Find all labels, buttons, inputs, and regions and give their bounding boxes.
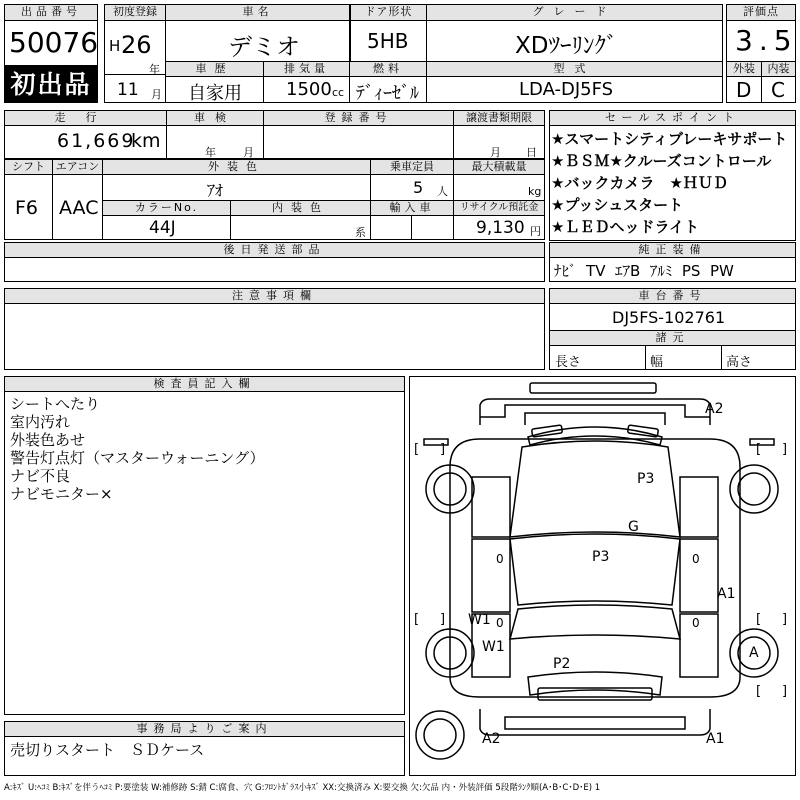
model-code: LDA-DJ5FS <box>519 79 614 100</box>
svg-text:[: [ <box>756 612 762 627</box>
interior-label: 内装 <box>761 61 796 77</box>
inspector-note-item: ナビ不良 <box>10 467 71 485</box>
door-type: 5HB <box>367 29 409 53</box>
svg-text:[: [ <box>414 442 420 457</box>
inspector-notes-cell <box>4 391 405 715</box>
exterior-color-label: 外装色 <box>102 159 371 175</box>
svg-text:]: ] <box>440 612 446 627</box>
mark-rear-bumper-left: A2 <box>482 731 501 747</box>
interior-color-cell <box>230 215 371 240</box>
transfer-deadline-label: 譲渡書類期限 <box>453 110 545 126</box>
mileage: 61,669 <box>57 130 136 152</box>
import-cell-a <box>370 215 412 240</box>
score: 3.5 <box>735 24 798 57</box>
specs-width-label: 幅 <box>650 355 664 370</box>
exterior-color-cell <box>102 174 371 201</box>
office-notice-cell <box>4 736 405 776</box>
sales-point-item: ★バックカメラ ★ＨＵＤ <box>551 174 728 192</box>
sales-point-item: ★スマートシティブレーキサポート <box>551 130 788 148</box>
score-cell <box>726 20 796 62</box>
mileage-cell <box>4 125 167 159</box>
lot-number: 50076 <box>9 26 99 59</box>
max-load-label: 最大積載量 <box>453 159 545 175</box>
mark-front-bumper: A2 <box>705 401 724 417</box>
fuel-label: 燃料 <box>349 61 427 77</box>
svg-text:0: 0 <box>496 616 504 630</box>
displacement-unit: cc <box>332 86 345 99</box>
mark-rear-bumper-right: A1 <box>706 731 725 747</box>
mileage-unit: km <box>131 130 161 152</box>
car-name: デミオ <box>228 33 300 61</box>
damage-diagram <box>409 376 796 776</box>
inspection-month-unit: 月 <box>243 146 254 159</box>
registration-month: 11 <box>117 80 139 100</box>
shift: F6 <box>15 197 39 219</box>
exterior-label: 外装 <box>726 61 762 77</box>
office-notice: 売切りスタート ＳＤケース <box>10 741 205 759</box>
door-type-label: ドア形状 <box>350 4 427 21</box>
mark-roof: P3 <box>592 549 610 565</box>
mark-left-rear-door: W1 <box>468 612 491 628</box>
grade-label: グレード <box>426 4 723 21</box>
car-name-label: 車名 <box>165 4 350 21</box>
shift-cell <box>4 174 53 240</box>
svg-text:0: 0 <box>692 552 700 566</box>
mark-windshield: G <box>628 519 639 535</box>
registration-number-label: 登録番号 <box>263 110 454 126</box>
sales-point-item: ★プッシュスタート <box>551 196 684 214</box>
interior-grade-cell <box>761 76 796 103</box>
mark-right-rear-wheel: A <box>749 645 759 661</box>
later-parts-label: 後日発送部品 <box>4 242 545 258</box>
interior-grade: C <box>771 78 785 102</box>
recycle-label: リサイクル預託金 <box>453 200 545 216</box>
svg-text:0: 0 <box>692 616 700 630</box>
fuel: ﾃﾞｨｰｾﾞﾙ <box>356 83 419 104</box>
color-number: 44J <box>149 218 176 238</box>
registration-number-cell <box>263 125 454 159</box>
inspection-label: 車検 <box>166 110 264 126</box>
interior-color-unit: 系 <box>355 226 366 239</box>
history-label: 車歴 <box>165 61 264 77</box>
mark-trunk: P2 <box>553 656 571 672</box>
lot-number-label: 出品番号 <box>4 4 98 21</box>
inspector-notes-list <box>10 395 265 503</box>
grade-cell <box>426 20 723 62</box>
mileage-label: 走行 <box>4 110 167 126</box>
max-load-unit: kg <box>528 185 542 198</box>
displacement-label: 排気量 <box>263 61 350 77</box>
shift-label: シフト <box>4 159 53 175</box>
car-name-cell <box>165 20 350 62</box>
chassis-number: DJ5FS-102761 <box>612 308 726 327</box>
aircon: AAC <box>59 197 99 219</box>
exterior-grade: D <box>736 78 752 102</box>
color-number-cell <box>102 215 231 240</box>
history: 自家用 <box>188 83 242 104</box>
legend: A:ｷｽﾞ U:ﾍｺﾐ B:ｷｽﾞを伴うﾍｺﾐ P:要塗装 W:補修跡 S:錆 C:腐食、穴 G:ﾌﾛﾝﾄｶﾞﾗｽ小ｷｽﾞ XX:交換済み X:要交換 欠:欠品 内・外装評価 5段階ﾗﾝｸ順(A･B･C･D･E) 1 <box>4 783 601 793</box>
capacity: 5 <box>413 178 424 197</box>
inspector-notes-label: 検査員記入欄 <box>4 376 405 392</box>
first-listing-badge: 初出品 <box>4 66 98 103</box>
chassis-number-label: 車台番号 <box>549 288 796 304</box>
notes-label: 注意事項欄 <box>4 288 545 304</box>
standard-equipment-cell <box>549 257 796 282</box>
score-label: 評価点 <box>726 4 796 21</box>
transfer-day-unit: 日 <box>526 146 537 159</box>
specs-width-cell <box>645 345 722 370</box>
sales-points-cell <box>549 125 796 241</box>
door-type-cell <box>350 20 427 62</box>
inspection-year-unit: 年 <box>205 146 216 159</box>
inspection-cell <box>166 125 264 159</box>
registration-year: 26 <box>121 31 152 59</box>
recycle-fee: 9,130 <box>476 218 525 238</box>
standard-equipment-label: 純正装備 <box>549 242 796 258</box>
first-registration-month-cell <box>104 74 166 103</box>
fuel-cell <box>349 76 427 103</box>
inspector-note-item: シートへたり <box>10 395 101 413</box>
mark-right-rear-door: A1 <box>717 586 736 602</box>
inspector-note-item: ナビモニター× <box>10 485 113 503</box>
sales-points-list <box>551 128 787 238</box>
svg-text:[: [ <box>414 612 420 627</box>
svg-text:]: ] <box>782 684 788 699</box>
notes-cell <box>4 303 545 370</box>
office-notice-label: 事務局よりご案内 <box>4 721 405 737</box>
transfer-deadline-cell <box>453 125 545 159</box>
inspector-note-item: 室内汚れ <box>10 413 71 431</box>
displacement-cell <box>263 76 350 103</box>
sales-point-item: ★ＬＥＤヘッドライト <box>551 218 699 236</box>
mark-left-rear-fender: W1 <box>482 639 505 655</box>
import-label: 輸入車 <box>370 200 454 216</box>
specs-height-cell <box>721 345 796 370</box>
exterior-color: ｱｵ <box>207 181 224 200</box>
interior-color-label: 内装色 <box>230 200 371 216</box>
mark-hood: P3 <box>637 471 655 487</box>
specs-length-label: 長さ <box>555 355 582 370</box>
later-parts-cell <box>4 257 545 282</box>
capacity-unit: 人 <box>437 185 448 198</box>
svg-text:[: [ <box>756 442 762 457</box>
month-unit: 月 <box>151 88 162 101</box>
lot-number-cell <box>4 20 98 66</box>
capacity-cell <box>370 174 454 201</box>
first-registration-cell <box>104 20 166 75</box>
standard-equipment: ﾅﾋﾞ TV ｴｱB ｱﾙﾐ PS PW <box>554 262 734 280</box>
first-registration-label: 初度登録 <box>104 4 166 21</box>
inspector-note-item: 外装色あせ <box>10 431 86 449</box>
displacement: 1500 <box>286 79 332 100</box>
import-cell-b <box>411 215 454 240</box>
recycle-unit: 円 <box>530 225 541 238</box>
specs-label: 諸元 <box>549 330 796 346</box>
sales-points-label: セールスポイント <box>549 110 796 126</box>
specs-height-label: 高さ <box>726 355 753 370</box>
recycle-cell <box>453 215 545 240</box>
sales-point-item: ★ＢＳＭ★クルーズコントロール <box>551 152 772 170</box>
year-unit: 年 <box>149 63 160 76</box>
svg-text:]: ] <box>440 442 446 457</box>
grade: XDﾂｰﾘﾝｸﾞ <box>515 33 618 59</box>
model-label: 型式 <box>426 61 723 77</box>
exterior-grade-cell <box>726 76 762 103</box>
aircon-label: エアコン <box>52 159 103 175</box>
color-number-label: カラーNo. <box>102 200 231 216</box>
era-letter: H <box>109 37 121 55</box>
inspector-note-item: 警告灯点灯（マスターウォーニング） <box>10 449 265 467</box>
svg-text:]: ] <box>782 442 788 457</box>
aircon-cell <box>52 174 103 240</box>
svg-text:]: ] <box>782 612 788 627</box>
model-cell <box>426 76 723 103</box>
svg-text:0: 0 <box>496 552 504 566</box>
capacity-label: 乗車定員 <box>370 159 454 175</box>
car-outline <box>410 377 795 775</box>
specs-length-cell <box>549 345 646 370</box>
chassis-number-cell <box>549 303 796 331</box>
svg-text:[: [ <box>756 684 762 699</box>
transfer-month-unit: 月 <box>490 146 501 159</box>
history-cell <box>165 76 264 103</box>
max-load-cell <box>453 174 545 201</box>
